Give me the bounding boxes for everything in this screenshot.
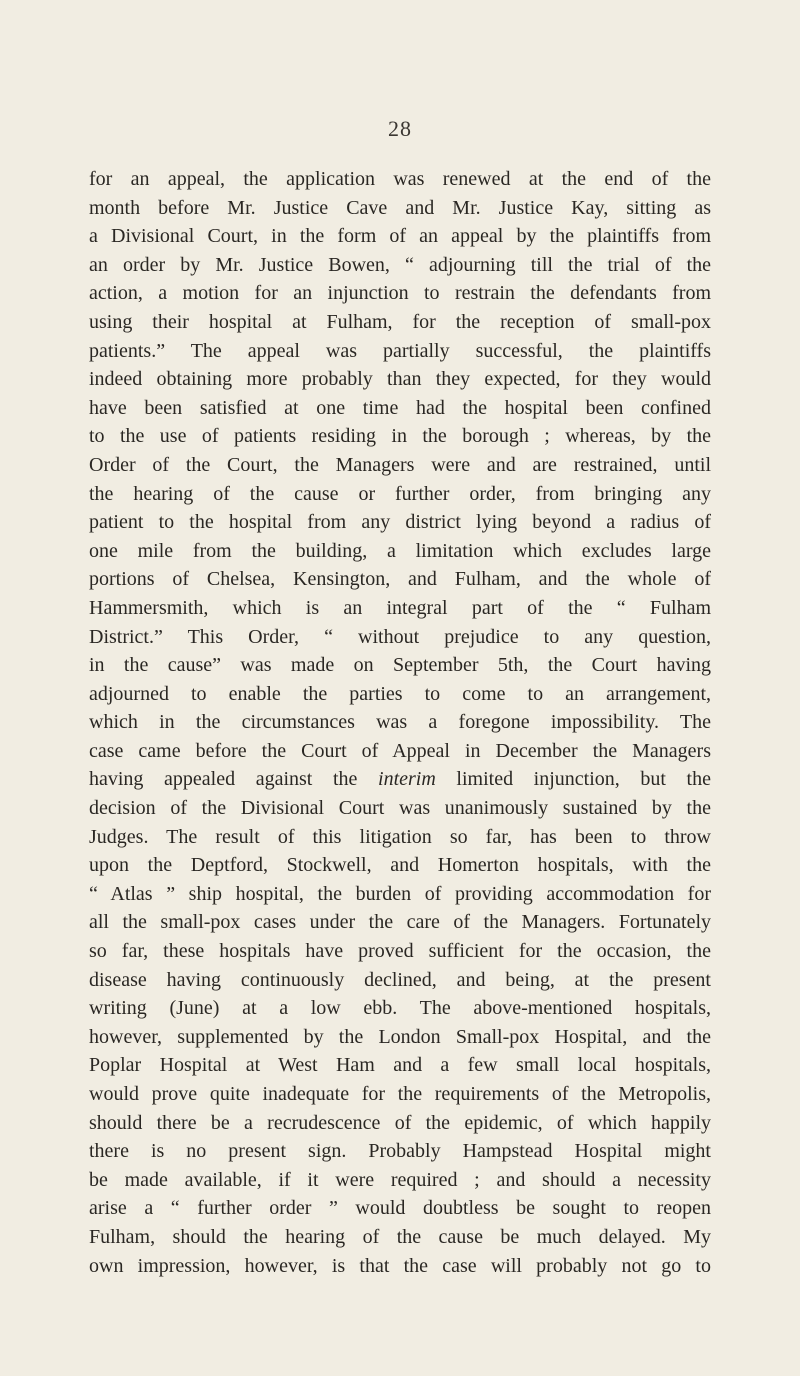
text-line: Order of the Court, the Managers were and are restrained, until: [89, 453, 711, 476]
text-line: Poplar Hospital at West Ham and a few small local hospitals,: [89, 1054, 711, 1077]
text-line: patient to the hospital from any district lying beyond a radius of: [89, 511, 711, 534]
text-line: however, supplemented by the London Small-pox Hospital, and the: [89, 1025, 711, 1048]
text-line: to the use of patients residing in the borough ; whereas, by the: [89, 425, 711, 448]
page-number: 28: [388, 116, 412, 141]
text-line: have been satisfied at one time had the hospital been confined: [89, 396, 711, 419]
body-text: [89, 165, 711, 1280]
text-line: action, a motion for an injunction to restrain the defendants from: [89, 282, 711, 305]
text-line: case came before the Court of Appeal in December the Managers: [89, 739, 711, 762]
text-line: the hearing of the cause or further order, from bringing any: [89, 482, 711, 505]
text-line: would prove quite inadequate for the requirements of the Metropolis,: [89, 1083, 711, 1105]
text-line: month before Mr. Justice Cave and Mr. Justice Kay, sitting as: [89, 196, 711, 219]
text-line: for an appeal, the application was renewed at the end of the: [89, 168, 711, 190]
text-line: writing (June) at a low ebb. The above-mentioned hospitals,: [89, 997, 711, 1020]
text-line-with-italic: [89, 765, 711, 794]
text-line: own impression, however, is that the case will probably not go to: [89, 1254, 711, 1277]
text-line: disease having continuously declined, and being, at the present: [89, 968, 711, 991]
text-line: an order by Mr. Justice Bowen, “ adjourning till the trial of the: [89, 253, 711, 276]
text-line: all the small-pox cases under the care of the Managers. Fortunately: [89, 911, 711, 934]
text-line: a Divisional Court, in the form of an appeal by the plaintiffs from: [89, 225, 711, 248]
text-line: using their hospital at Fulham, for the reception of small-pox: [89, 310, 711, 333]
text-segment: limited injunction, but the: [456, 768, 711, 791]
italic-word: interim: [378, 768, 436, 791]
text-line: indeed obtaining more probably than they expected, for they would: [89, 368, 711, 391]
text-line: adjourned to enable the parties to come to an arrangement,: [89, 682, 711, 705]
text-line: should there be a recrudescence of the epidemic, of which happily: [89, 1111, 711, 1134]
text-line: patients.” The appeal was partially successful, the plaintiffs: [89, 339, 711, 362]
text-line: there is no present sign. Probably Hampstead Hospital might: [89, 1140, 711, 1163]
text-line: upon the Deptford, Stockwell, and Homerton hospitals, with the: [89, 854, 711, 877]
text-line: Judges. The result of this litigation so far, has been to throw: [89, 825, 711, 848]
text-segment: having appealed against the: [89, 768, 358, 791]
text-line: “ Atlas ” ship hospital, the burden of providing accommodation for: [89, 882, 711, 905]
text-line: in the cause” was made on September 5th, the Court having: [89, 654, 711, 677]
text-line: Hammersmith, which is an integral part of the “ Fulham: [89, 596, 711, 619]
text-line: be made available, if it were required ; and should a necessity: [89, 1168, 711, 1191]
text-line: Fulham, should the hearing of the cause be much delayed. My: [89, 1225, 711, 1248]
text-line: which in the circumstances was a foregone impossibility. The: [89, 711, 711, 734]
text-line: portions of Chelsea, Kensington, and Fulham, and the whole of: [89, 568, 711, 591]
text-line: so far, these hospitals have proved sufficient for the occasion, the: [89, 940, 711, 963]
text-line: arise a “ further order ” would doubtless be sought to reopen: [89, 1197, 711, 1220]
text-line: District.” This Order, “ without prejudice to any question,: [89, 625, 711, 648]
text-line: one mile from the building, a limitation which excludes large: [89, 539, 711, 562]
text-line: decision of the Divisional Court was unanimously sustained by the: [89, 797, 711, 820]
